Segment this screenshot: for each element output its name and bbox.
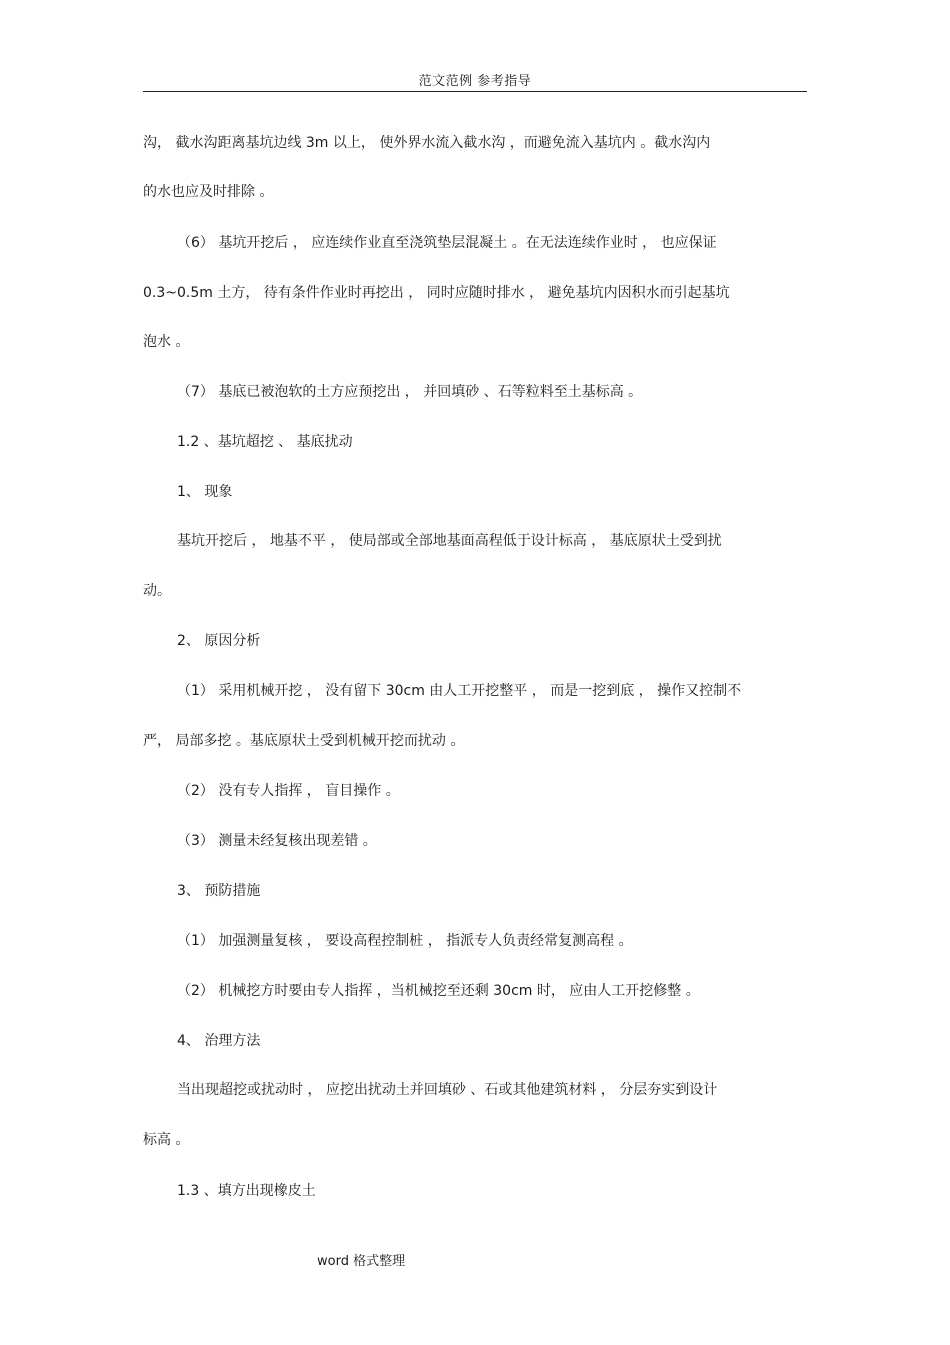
paragraph-line: （1） 采用机械开挖 ， 没有留下 30cm 由人工开挖整平 ， 而是一挖到底 ， 操作又控制不: [177, 683, 742, 699]
paragraph-line: 当出现超挖或扰动时 ， 应挖出扰动土并回填砂 、石或其他建筑材料 ， 分层夯实到设计: [177, 1082, 718, 1098]
subsection-heading: 1、 现象: [177, 484, 233, 500]
paragraph-line: （2） 机械挖方时要由专人指挥 ，当机械挖至还剩 30cm 时， 应由人工开挖修整 。: [177, 983, 700, 999]
subsection-heading: 4、 治理方法: [177, 1033, 261, 1049]
page-header: 范文范例 参考指导: [418, 74, 532, 89]
page-footer: word 格式整理: [317, 1254, 406, 1269]
subsection-heading: 3、 预防措施: [177, 883, 261, 899]
header-divider: [143, 91, 807, 92]
paragraph-line: 0.3~0.5m 土方， 待有条件作业时再挖出 ， 同时应随时排水 ， 避免基坑内因积水而引起基坑: [143, 285, 730, 301]
paragraph-line: 沟， 截水沟距离基坑边线 3m 以上， 使外界水流入截水沟 ，而避免流入基坑内 。截水沟内: [143, 135, 711, 151]
paragraph-line: 基坑开挖后 ， 地基不平 ， 使局部或全部地基面高程低于设计标高 ， 基底原状土受到扰: [177, 533, 722, 549]
section-heading: 1.3 、填方出现橡皮土: [177, 1183, 316, 1199]
subsection-heading: 2、 原因分析: [177, 633, 261, 649]
paragraph-line: 泡水 。: [143, 334, 190, 350]
paragraph-line: （7） 基底已被泡软的土方应预挖出 ， 并回填砂 、石等粒料至土基标高 。: [177, 384, 643, 400]
paragraph-line: （2） 没有专人指挥 ， 盲目操作 。: [177, 783, 400, 799]
paragraph-line: 标高 。: [143, 1132, 190, 1148]
paragraph-line: （3） 测量未经复核出现差错 。: [177, 833, 377, 849]
paragraph-line: 严， 局部多挖 。基底原状土受到机械开挖而扰动 。: [143, 733, 465, 749]
section-heading: 1.2 、基坑超挖 、 基底扰动: [177, 434, 353, 450]
paragraph-line: （1） 加强测量复核 ， 要设高程控制桩 ， 指派专人负责经常复测高程 。: [177, 933, 633, 949]
paragraph-line: 动。: [143, 583, 171, 599]
paragraph-line: （6） 基坑开挖后 ， 应连续作业直至浇筑垫层混凝土 。在无法连续作业时 ， 也应保证: [177, 235, 717, 251]
paragraph-line: 的水也应及时排除 。: [143, 184, 274, 200]
